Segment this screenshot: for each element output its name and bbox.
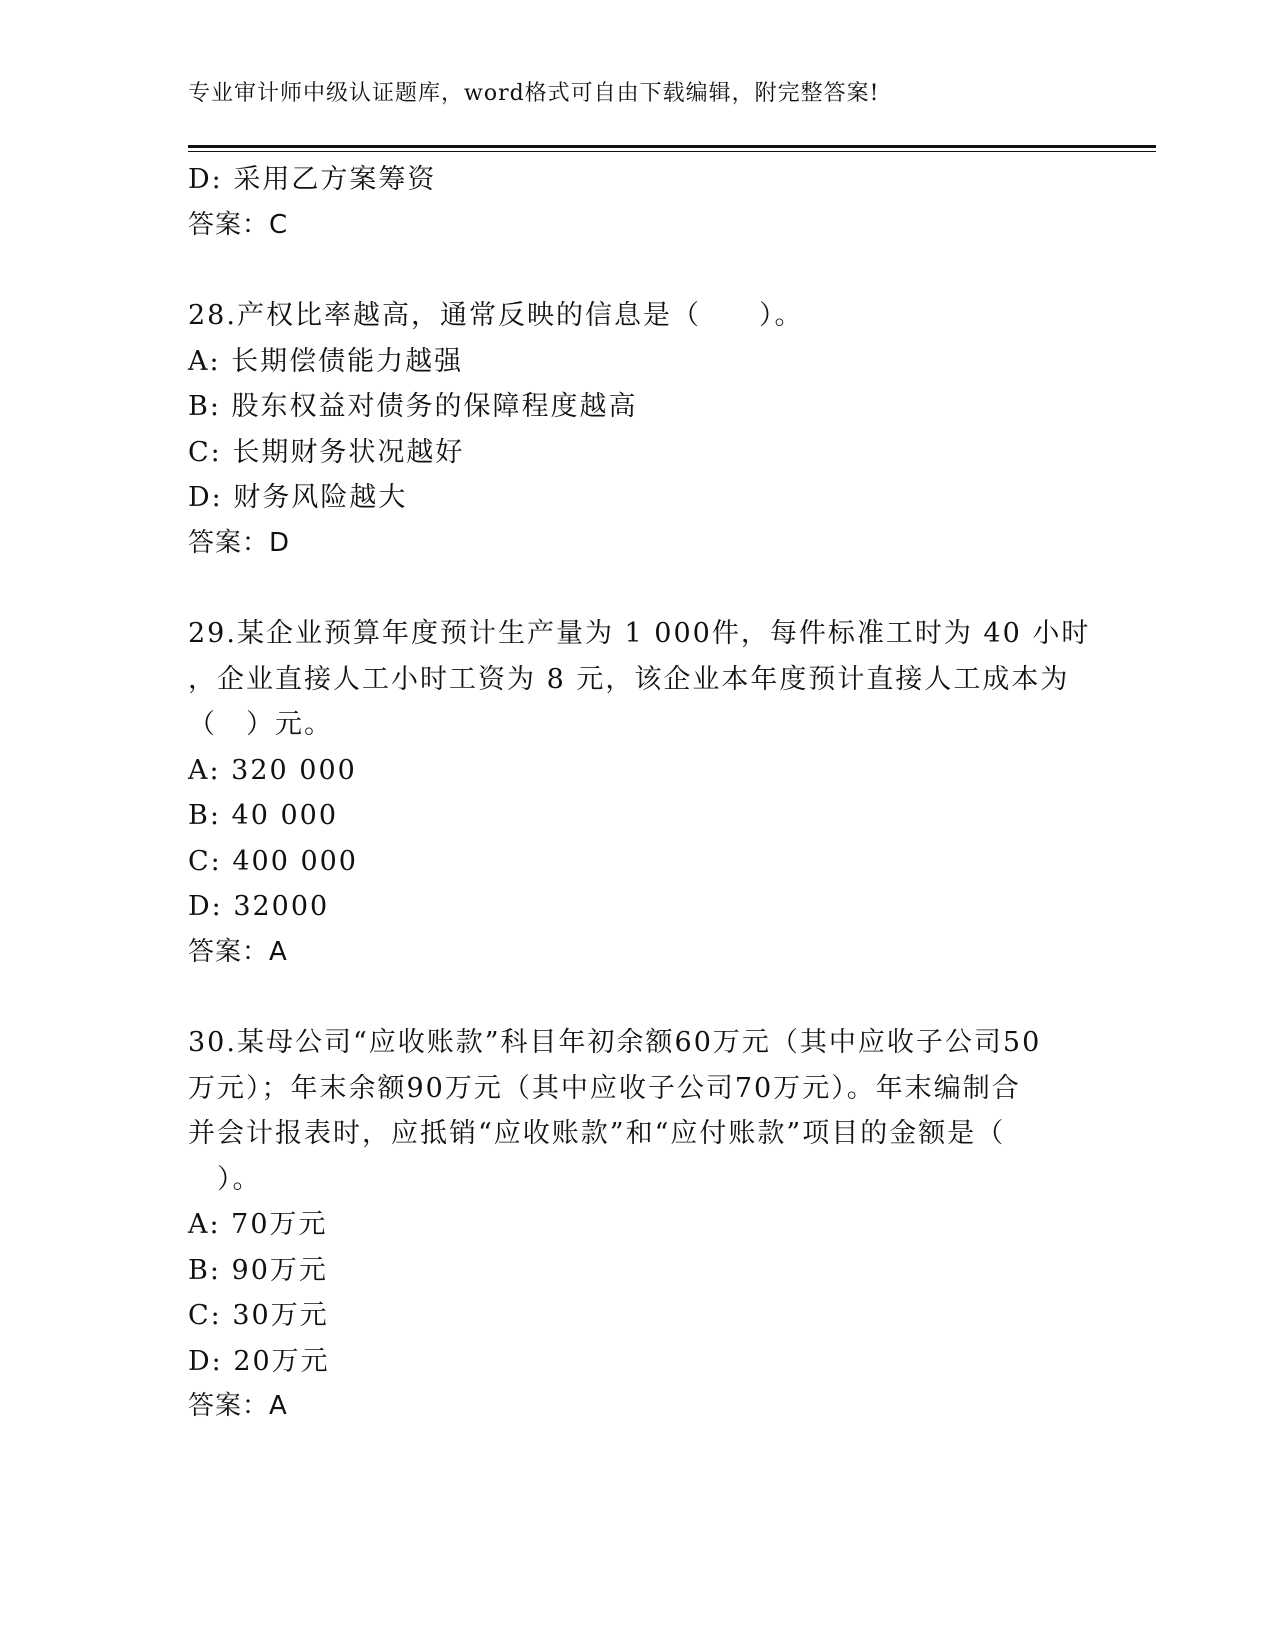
question-content xyxy=(188,157,1091,1430)
option-b: B: 股东权益对债务的保障程度越高 xyxy=(188,391,638,422)
page-header: 专业审计师中级认证题库，word格式可自由下载编辑，附完整答案! xyxy=(188,81,880,106)
option-d: D: 20万元 xyxy=(188,1345,330,1377)
question-stem-line: ）。 xyxy=(188,1163,262,1195)
header-rule-thin xyxy=(188,151,1156,152)
option-a: A: 长期偿债能力越强 xyxy=(188,345,464,377)
answer: 答案：A xyxy=(188,1391,288,1421)
question-30 xyxy=(188,1020,1088,1430)
prev-option-d: D: 采用乙方案筹资 xyxy=(188,164,437,195)
answer: 答案：A xyxy=(188,936,288,967)
option-a: A: 320 000 xyxy=(188,754,357,786)
question-stem: 28.产权比率越高，通常反映的信息是（ ）。 xyxy=(188,300,804,331)
question-28 xyxy=(188,293,1088,566)
option-b: B: 90万元 xyxy=(188,1254,328,1286)
question-stem-line: 29.某企业预算年度预计生产量为 1 000件，每件标准工时为 40 小时 xyxy=(188,618,1091,649)
question-stem-line: 万元）；年末余额90万元（其中应收子公司70万元）。年末编制合 xyxy=(188,1072,1021,1104)
option-b: B: 40 000 xyxy=(188,800,338,831)
option-c: C: 30万元 xyxy=(188,1300,329,1331)
option-d: D: 财务风险越大 xyxy=(188,482,408,513)
option-a: A: 70万元 xyxy=(188,1209,328,1240)
spacer xyxy=(188,248,1088,293)
question-stem-line: ，企业直接人工小时工资为 8 元，该企业本年度预计直接人工成本为 xyxy=(188,663,1070,695)
question-stem-line: 并会计报表时，应抵销“应收账款”和“应付账款”项目的金额是（ xyxy=(188,1118,1006,1149)
spacer xyxy=(188,975,1088,1020)
question-stem-line: （ ）元。 xyxy=(188,709,333,740)
option-d: D: 32000 xyxy=(188,891,330,922)
question-29 xyxy=(188,611,1091,975)
option-c: C: 400 000 xyxy=(188,845,358,877)
answer: 答案：D xyxy=(188,527,291,558)
header-rule-thick xyxy=(188,145,1156,148)
prev-answer: 答案：C xyxy=(188,209,289,240)
option-c: C: 长期财务状况越好 xyxy=(188,436,465,468)
question-stem-line: 30.某母公司“应收账款”科目年初余额60万元（其中应收子公司50 xyxy=(188,1027,1042,1058)
spacer xyxy=(188,566,1088,611)
